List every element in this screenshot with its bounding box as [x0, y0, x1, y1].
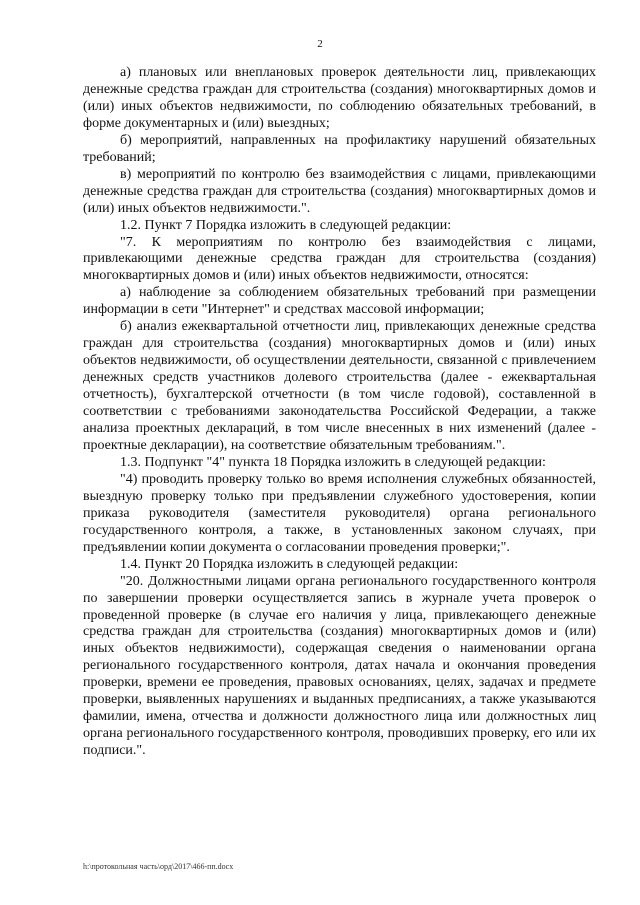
- paragraph-1-2: 1.2. Пункт 7 Порядка изложить в следующей редакции:: [120, 217, 452, 233]
- paragraph-1-4: 1.4. Пункт 20 Порядка изложить в следующей редакции:: [120, 556, 459, 572]
- paragraph-b: б) мероприятий, направленных на профилактику нарушений обязательных требований;: [83, 132, 596, 165]
- paragraph-v: в) мероприятий по контролю без взаимодействия с лицами, привлекающими денежные средства граждан для строительства (создания) многоквартирных домов и (или) иных объектов недвижимости.".: [83, 166, 596, 216]
- paragraph-a: а) плановых или внеплановых проверок деятельности лиц, привлекающих денежные средства граждан для строительства (создания) многоквартирных домов и (или) иных объектов недвижимости, по соблюдению обязательных требований, в форме документарных и (или) выездных;: [83, 65, 596, 131]
- footer-file-path: h:\протокольная часть\орд\2017\466-пп.docx: [83, 862, 234, 871]
- document-body: [83, 65, 596, 760]
- paragraph-item-7-a: а) наблюдение за соблюдением обязательных требований при размещении информации в сети "Интернет" и средствах массовой информации;: [83, 285, 596, 318]
- paragraph-item-7: "7. К мероприятиям по контролю без взаимодействия с лицами, привлекающими денежные средства граждан для строительства (создания) многоквартирных домов и (или) иных объектов недвижимости, относятся:: [83, 234, 596, 284]
- paragraph-1-3: 1.3. Подпункт "4" пункта 18 Порядка изложить в следующей редакции:: [120, 454, 546, 470]
- page-number: 2: [317, 38, 323, 50]
- paragraph-subitem-4: "4) проводить проверку только во время исполнения служебных обязанностей, выездную проверку только при предъявлении служебного удостоверения, копии приказа руководителя (заместителя руководителя) органа регионального государственного контроля, а также, в установленных законом случаях, при предъявлении копии документа о согласовании проведения проверки;".: [83, 471, 596, 555]
- paragraph-item-7-b: б) анализ ежеквартальной отчетности лиц, привлекающих денежные средства граждан для строительства (создания) многоквартирных домов и (или) иных объектов недвижимости, об осуществлении деятельности, связанной с привлечением денежных средств участников долевого строительства (далее - ежеквартальная отчетность), бухгалтерской отчетности (в том числе годовой), составленной в соответствии с требованиями законодательства Российской Федерации, а также анализа проектных деклараций, в том числе внесенных в них изменений (далее - проектные декларации), на соответствие обязательным требованиям.".: [83, 319, 596, 453]
- paragraph-item-20: "20. Должностными лицами органа регионального государственного контроля по завершении проверки осуществляется запись в журнале учета проверок о проведенной проверке (в случае его наличия у лица, привлекающего денежные средства граждан для строительства (создания) многоквартирных домов и (или) иных объектов недвижимости), содержащая сведения о наименовании органа регионального государственного контроля, датах начала и окончания проведения проверки, времени ее проведения, правовых основаниях, целях, задачах и предмете проверки, выявленных нарушениях и выданных предписаниях, а также указываются фамилии, имена, отчества и должности должностного лица или должностных лиц органа регионального государственного контроля, проводивших проверку, его или их подписи.".: [83, 573, 596, 759]
